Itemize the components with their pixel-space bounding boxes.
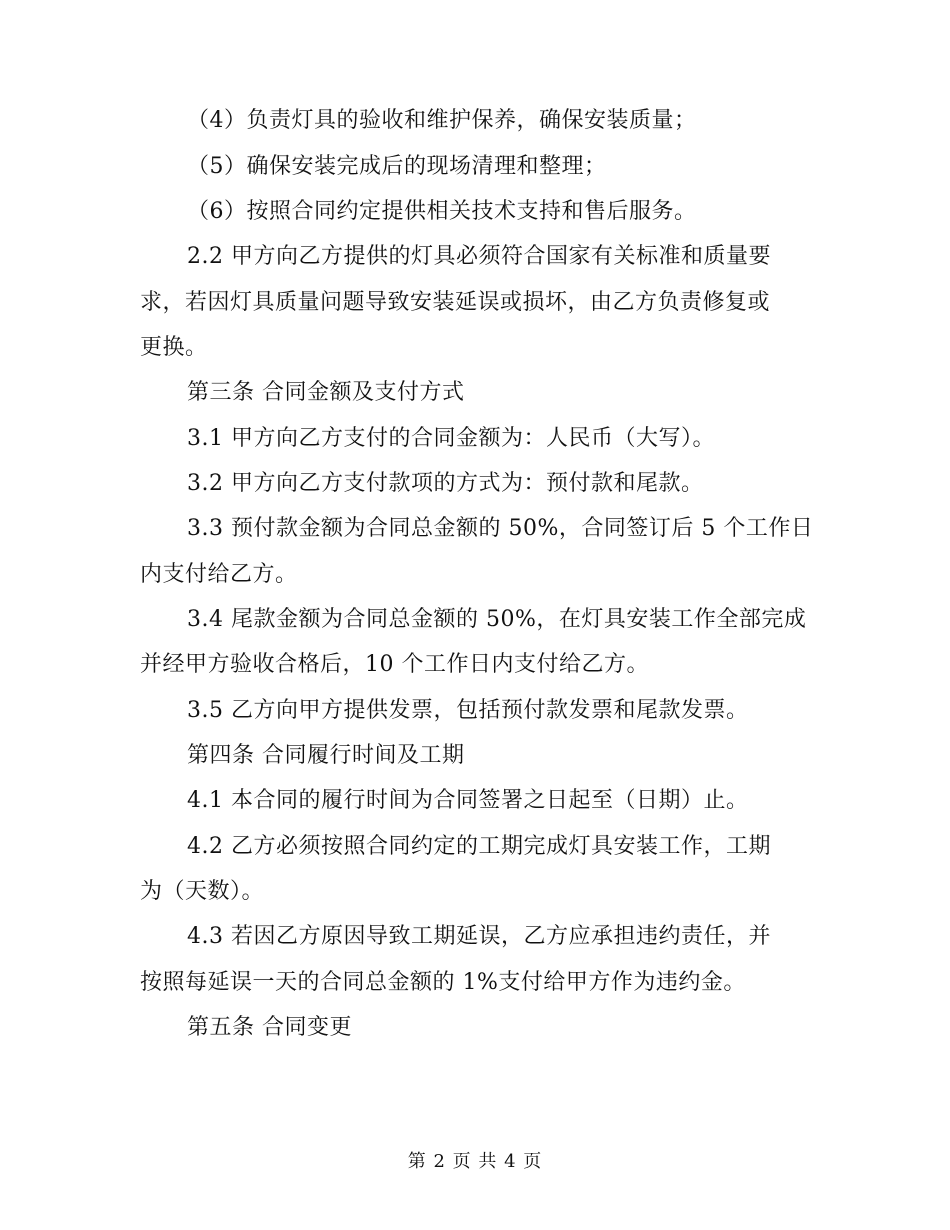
- clause-4-2-line-2: 为（天数）。: [140, 879, 265, 904]
- section-heading-3: 第三条 合同金额及支付方式: [187, 380, 465, 405]
- clause-4-3-line-1: 4.3 若因乙方原因导致工期延误，乙方应承担违约责任，并: [187, 924, 771, 949]
- clause-2-2-line-2: 求，若因灯具质量问题导致安装延误或损坏，由乙方负责修复或: [140, 290, 771, 315]
- clause-item-6: （6）按照合同约定提供相关技术支持和售后服务。: [187, 199, 697, 224]
- section-heading-5: 第五条 合同变更: [187, 1015, 352, 1040]
- clause-3-5: 3.5 乙方向甲方提供发票，包括预付款发票和尾款发票。: [187, 698, 749, 723]
- page-number-footer: 第 2 页 共 4 页: [407, 1151, 543, 1172]
- clause-4-2-line-1: 4.2 乙方必须按照合同约定的工期完成灯具安装工作，工期: [187, 834, 771, 859]
- clause-3-4-line-2: 并经甲方验收合格后，10 个工作日内支付给乙方。: [140, 652, 649, 677]
- clause-3-2: 3.2 甲方向乙方支付款项的方式为：预付款和尾款。: [187, 471, 704, 496]
- section-heading-4: 第四条 合同履行时间及工期: [187, 743, 465, 768]
- clause-3-4-line-1: 3.4 尾款金额为合同总金额的 50%，在灯具安装工作全部完成: [187, 607, 807, 632]
- clause-4-1: 4.1 本合同的履行时间为合同签署之日起至（日期）止。: [187, 788, 749, 813]
- clause-2-2-line-1: 2.2 甲方向乙方提供的灯具必须符合国家有关标准和质量要: [187, 244, 771, 269]
- clause-3-3-line-2: 内支付给乙方。: [140, 562, 298, 587]
- clause-3-3-line-1: 3.3 预付款金额为合同总金额的 50%，合同签订后 5 个工作日: [187, 516, 814, 541]
- clause-2-2-line-3: 更换。: [140, 335, 208, 360]
- clause-3-1: 3.1 甲方向乙方支付的合同金额为：人民币（大写）。: [187, 426, 715, 451]
- clause-item-5: （5）确保安装完成后的现场清理和整理；: [187, 154, 607, 179]
- clause-4-3-line-2: 按照每延误一天的合同总金额的 1%支付给甲方作为违约金。: [140, 970, 746, 995]
- clause-item-4: （4）负责灯具的验收和维护保养，确保安装质量；: [187, 108, 697, 133]
